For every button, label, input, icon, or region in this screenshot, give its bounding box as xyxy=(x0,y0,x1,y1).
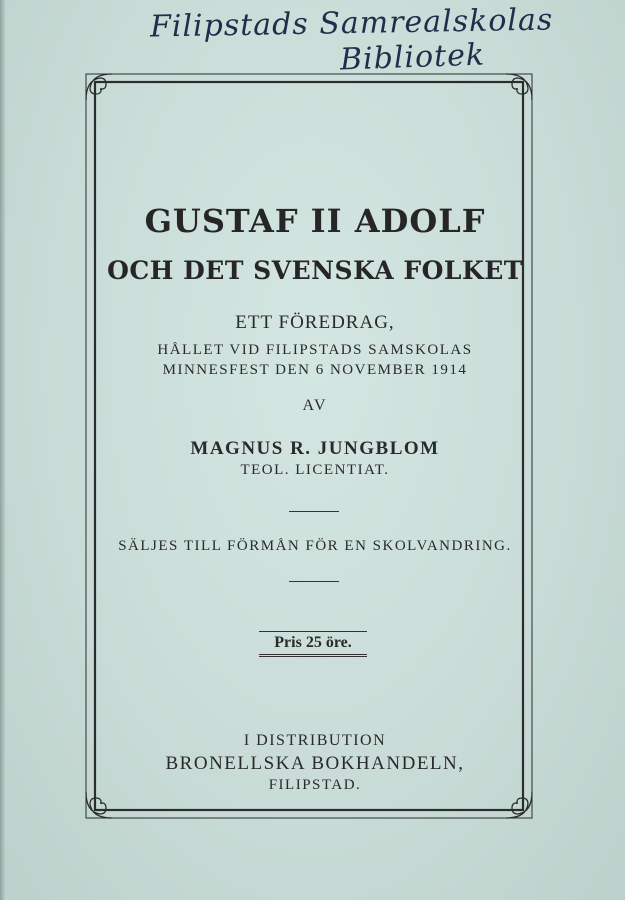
by-label: AV xyxy=(302,397,328,414)
author-degree: TEOL. LICENTIAT. xyxy=(240,462,390,478)
subtitle-line-2: HÅLLET VID FILIPSTADS SAMSKOLAS xyxy=(157,342,473,358)
sale-note: SÄLJES TILL FÖRMÅN FÖR EN SKOLVANDRING. xyxy=(118,538,512,554)
price-label: Pris 25 öre. xyxy=(259,631,367,657)
distribution-line-3: FILIPSTAD. xyxy=(268,777,362,793)
subtitle-line-3: MINNESFEST DEN 6 NOVEMBER 1914 xyxy=(162,362,468,378)
title-line-1: GUSTAF II ADOLF xyxy=(144,202,486,240)
divider-rule-2 xyxy=(289,581,339,582)
cover-text-block xyxy=(95,80,535,810)
handwritten-line-1: Filipstads Samrealskolas xyxy=(149,2,554,45)
subtitle-line-1: ETT FÖREDRAG, xyxy=(235,312,395,333)
distribution-line-1: I DISTRIBUTION xyxy=(243,732,387,749)
title-line-2: OCH DET SVENSKA FOLKET xyxy=(107,256,523,285)
divider-rule-1 xyxy=(289,511,339,512)
distribution-line-2: BRONELLSKA BOKHANDELN, xyxy=(165,753,465,774)
author-name: MAGNUS R. JUNGBLOM xyxy=(190,438,440,459)
handwritten-line-2: Bibliotek xyxy=(339,37,486,78)
